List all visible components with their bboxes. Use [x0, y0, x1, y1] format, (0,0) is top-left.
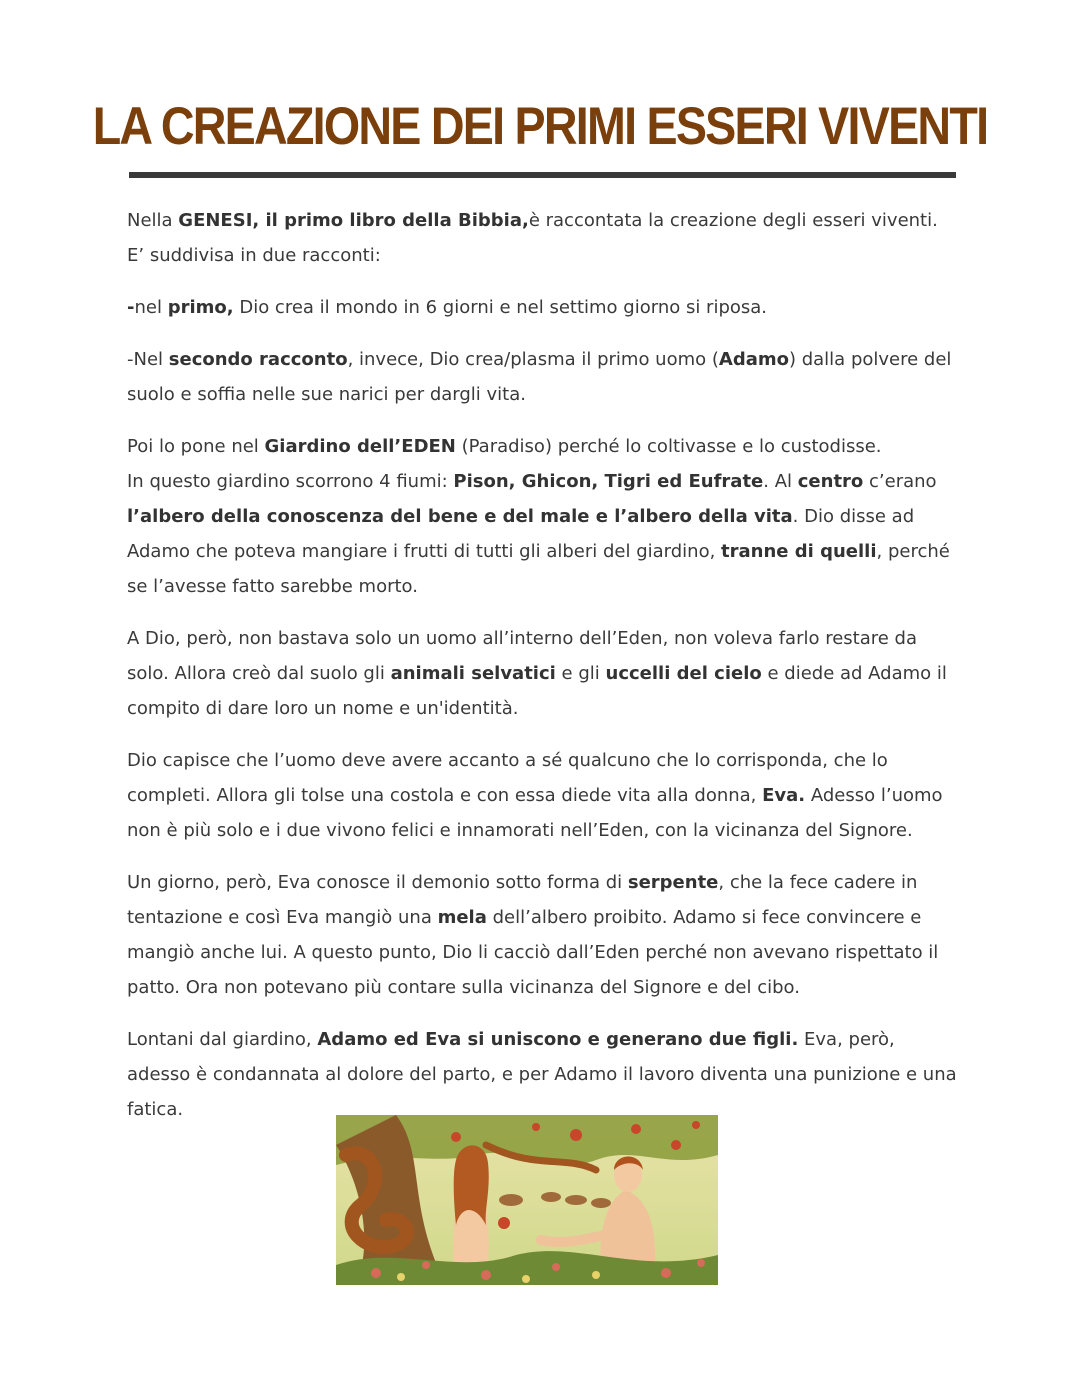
- paragraph-first-story: -nel primo, Dio crea il mondo in 6 giorni e nel settimo giorno si riposa.: [127, 297, 768, 318]
- page-title: LA CREAZIONE DEI PRIMI ESSERI VIVENTI: [92, 97, 988, 156]
- paragraph-second-story: -Nel secondo racconto, invece, Dio crea/plasma il primo uomo (Adamo) dalla polvere del suolo e soffia nelle sue narici per dargli vita.: [127, 349, 952, 405]
- paragraph-exile: Lontani dal giardino, Adamo ed Eva si uniscono e generano due figli. Eva, però, adesso è condannata al dolore del parto, e per Adamo il lavoro diventa una punizione e una fatica.: [127, 1029, 957, 1120]
- adam-and-eve-illustration: [336, 1115, 718, 1285]
- paragraph-intro: Nella GENESI, il primo libro della Bibbia,è raccontata la creazione degli esseri viventi. E’ suddivisa in due racconti:: [127, 210, 938, 266]
- title-divider: [129, 172, 956, 178]
- paragraph-eve: Dio capisce che l’uomo deve avere accanto a sé qualcuno che lo corrisponda, che lo completi. Allora gli tolse una costola e con essa diede vita alla donna, Eva. Adesso l’uomo non è più solo e i due vivono felici e innamorati nell’Eden, con la vicinanza del Signore.: [127, 750, 943, 841]
- paragraph-eden: Poi lo pone nel Giardino dell’EDEN (Paradiso) perché lo coltivasse e lo custodisse. In questo giardino scorrono 4 fiumi: Pison, Ghicon, Tigri ed Eufrate. Al centro c’erano l’albero della conoscenza del bene e del male e l’albero della vita. Dio disse ad Adamo che poteva mangiare i frutti di tutti gli alberi del giardino, tranne di quelli, perché se l’avesse fatto sarebbe morto.: [127, 436, 950, 597]
- document-body: [127, 203, 957, 1144]
- paragraph-animals: A Dio, però, non bastava solo un uomo all’interno dell’Eden, non voleva farlo restare da solo. Allora creò dal suolo gli animali selvatici e gli uccelli del cielo e diede ad Adamo il compito di dare loro un nome e un'identità.: [127, 628, 947, 719]
- paragraph-serpent: Un giorno, però, Eva conosce il demonio sotto forma di serpente, che la fece cadere in tentazione e così Eva mangiò una mela dell’albero proibito. Adamo si fece convincere e mangiò anche lui. A questo punto, Dio li cacciò dall’Eden perché non avevano rispettato il patto. Ora non potevano più contare sulla vicinanza del Signore e del cibo.: [127, 872, 939, 998]
